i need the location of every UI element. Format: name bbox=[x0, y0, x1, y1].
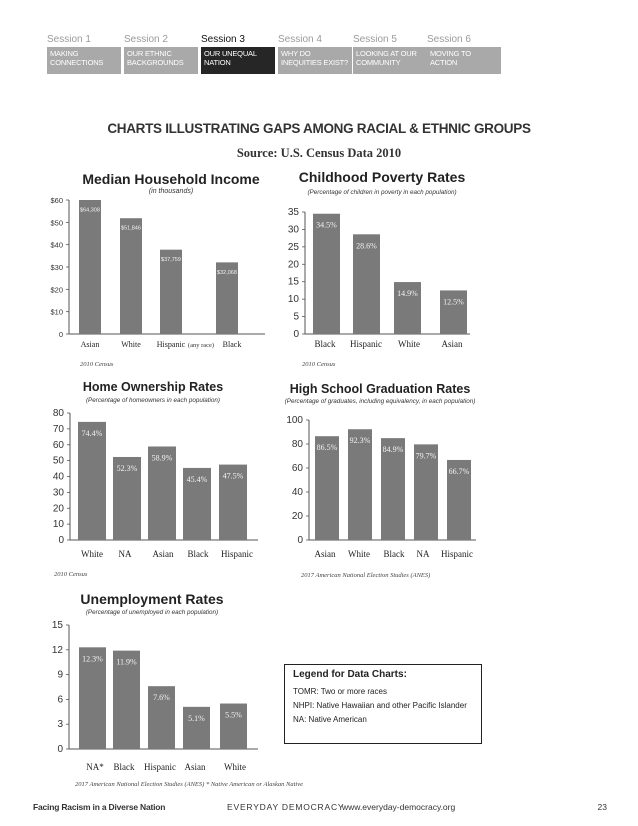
y-tick-label: $50 bbox=[50, 218, 63, 228]
category-label: NA bbox=[118, 549, 132, 559]
y-tick-label: 80 bbox=[291, 439, 303, 450]
session-title: OUR ETHNIC BACKGROUNDS bbox=[124, 47, 198, 74]
session-label: Session 6 bbox=[427, 34, 471, 45]
category-note: (any race) bbox=[187, 342, 215, 349]
bar-value-label: 52.3% bbox=[116, 463, 138, 473]
session-label: Session 4 bbox=[278, 34, 322, 45]
y-tick-label: 30 bbox=[287, 224, 299, 236]
bar-value-label: $51,846 bbox=[121, 225, 141, 232]
category-label: Hispanic bbox=[441, 549, 473, 559]
category-label: White bbox=[81, 549, 103, 559]
y-tick-label: 20 bbox=[52, 503, 64, 515]
bar-value-label: 66.7% bbox=[448, 466, 470, 476]
y-tick-label: 15 bbox=[287, 276, 299, 288]
chart-footnote: 2017 American National Election Studies (ANES) * Native American or Alaskan Native bbox=[75, 781, 304, 788]
legend-item: NA: Native American bbox=[293, 715, 367, 724]
chart-footnote: 2010 Census bbox=[80, 361, 114, 368]
bar-white bbox=[120, 218, 142, 334]
bar-value-label: 79.7% bbox=[415, 451, 437, 461]
y-tick-label: 5 bbox=[293, 311, 299, 323]
bar-value-label: 11.9% bbox=[116, 657, 137, 667]
category-label: White bbox=[224, 762, 246, 772]
bar-value-label: 47.5% bbox=[222, 471, 244, 481]
session-label: Session 2 bbox=[124, 34, 168, 45]
bar-value-label: 92.3% bbox=[349, 436, 371, 446]
y-tick-label: $10 bbox=[50, 307, 63, 317]
legend-box bbox=[284, 664, 482, 744]
page-number: 23 bbox=[597, 802, 607, 812]
category-label: White bbox=[348, 549, 370, 559]
session-title: WHY DO INEQUITIES EXIST? bbox=[278, 47, 352, 74]
category-label: Hispanic bbox=[156, 340, 186, 349]
bar-black bbox=[313, 214, 340, 334]
category-label: Asian bbox=[184, 762, 206, 772]
y-tick-label: $40 bbox=[50, 240, 63, 250]
y-tick-label: 70 bbox=[52, 423, 64, 435]
category-label: NA bbox=[416, 549, 430, 559]
y-tick-label: 15 bbox=[51, 620, 63, 631]
y-tick-label: 0 bbox=[297, 535, 303, 546]
bar-value-label: 84.9% bbox=[382, 445, 404, 455]
category-label: White bbox=[398, 339, 420, 349]
category-label: Black bbox=[113, 762, 135, 772]
y-tick-label: 40 bbox=[291, 487, 303, 498]
y-tick-label: 35 bbox=[287, 207, 299, 218]
chart-title: Unemployment Rates bbox=[80, 591, 224, 607]
y-tick-label: 0 bbox=[58, 535, 64, 546]
session-title: OUR UNEQUAL NATION bbox=[201, 47, 275, 74]
category-label: White bbox=[121, 340, 141, 349]
y-tick-label: $60 bbox=[50, 196, 63, 205]
footer-org: EVERYDAY DEMOCRACY bbox=[227, 802, 345, 812]
chart-title: High School Graduation Rates bbox=[289, 382, 471, 396]
y-tick-label: 0 bbox=[57, 744, 63, 755]
chart-subtitle: (Percentage of unemployed in each population) bbox=[85, 609, 219, 616]
session-label: Session 5 bbox=[353, 34, 397, 45]
y-tick-label: 0 bbox=[58, 330, 63, 339]
y-tick-label: 80 bbox=[52, 408, 64, 419]
chart-title: Home Ownership Rates bbox=[82, 380, 224, 394]
bar-white bbox=[348, 429, 372, 540]
category-label: Hispanic bbox=[144, 762, 176, 772]
bar-value-label: 12.5% bbox=[443, 297, 464, 307]
y-tick-label: 6 bbox=[57, 694, 63, 706]
bar-value-label: 28.6% bbox=[356, 241, 377, 251]
y-tick-label: 12 bbox=[51, 644, 63, 656]
footer-url[interactable]: www.everyday-democracy.org bbox=[342, 802, 456, 812]
source-line: Source: U.S. Census Data 2010 bbox=[236, 146, 402, 160]
chart-footnote: 2010 Census bbox=[54, 571, 88, 578]
y-tick-label: 20 bbox=[291, 511, 303, 522]
category-label: Black bbox=[314, 339, 336, 349]
session-label: Session 3 bbox=[201, 34, 245, 45]
y-tick-label: 10 bbox=[287, 294, 299, 306]
category-label: Asian bbox=[314, 549, 336, 559]
category-label: Black bbox=[187, 549, 209, 559]
chart-footnote: 2010 Census bbox=[302, 361, 336, 368]
y-tick-label: $30 bbox=[50, 263, 63, 272]
session-title: MOVING TO ACTION bbox=[427, 47, 501, 74]
chart-footnote: 2017 American National Election Studies (ANES) bbox=[301, 572, 431, 579]
y-tick-label: 3 bbox=[57, 719, 63, 731]
chart-title: Childhood Poverty Rates bbox=[298, 169, 466, 185]
category-label: Asian bbox=[152, 549, 174, 559]
y-tick-label: 60 bbox=[52, 439, 64, 451]
bar-value-label: 14.9% bbox=[397, 289, 418, 299]
y-tick-label: 10 bbox=[52, 519, 64, 531]
page-footer bbox=[33, 802, 607, 814]
session-label: Session 1 bbox=[47, 34, 91, 45]
bar-value-label: 34.5% bbox=[316, 220, 337, 230]
legend-item: TOMR: Two or more races bbox=[293, 687, 387, 696]
category-label: Black bbox=[222, 340, 242, 349]
chart-title: Median Household Income bbox=[82, 171, 260, 187]
bar-value-label: 7.6% bbox=[153, 693, 170, 703]
bar-value-label: 45.4% bbox=[186, 474, 208, 484]
footer-book-title: Facing Racism in a Diverse Nation bbox=[33, 802, 166, 812]
y-tick-label: 30 bbox=[52, 487, 64, 499]
y-tick-label: 9 bbox=[57, 669, 63, 681]
y-tick-label: $20 bbox=[50, 285, 63, 295]
y-tick-label: 40 bbox=[52, 471, 64, 483]
session-title: MAKING CONNECTIONS bbox=[47, 47, 121, 74]
y-tick-label: 60 bbox=[291, 463, 303, 474]
chart-subtitle: (Percentage of homeowners in each population) bbox=[85, 397, 221, 404]
category-label: Asian bbox=[80, 340, 100, 349]
bar-value-label: $32,068 bbox=[217, 269, 237, 276]
category-label: Hispanic bbox=[221, 549, 253, 559]
bar-value-label: 58.9% bbox=[151, 453, 173, 463]
y-tick-label: 100 bbox=[286, 415, 303, 426]
bar-value-label: 86.5% bbox=[316, 443, 338, 453]
y-tick-label: 0 bbox=[293, 329, 299, 340]
bar-white bbox=[78, 422, 106, 540]
chart-subtitle: (Percentage of children in poverty in each population) bbox=[307, 189, 457, 196]
category-label: Black bbox=[383, 549, 405, 559]
bar-value-label: 74.4% bbox=[81, 428, 103, 438]
page-title: CHARTS ILLUSTRATING GAPS AMONG RACIAL & ETHNIC GROUPS bbox=[107, 121, 531, 136]
y-tick-label: 50 bbox=[52, 455, 64, 467]
category-label: Asian bbox=[441, 339, 463, 349]
category-label: NA* bbox=[86, 762, 104, 772]
category-label: Hispanic bbox=[350, 339, 382, 349]
y-tick-label: 25 bbox=[287, 241, 299, 253]
bar-value-label: 5.1% bbox=[188, 713, 205, 723]
bar-value-label: 12.3% bbox=[82, 654, 103, 664]
session-title: LOOKING AT OUR COMMUNITY bbox=[353, 47, 427, 74]
bar-asian bbox=[79, 200, 101, 334]
bar-value-label: $64,308 bbox=[80, 207, 100, 214]
legend-item: NHPI: Native Hawaiian and other Pacific Islander bbox=[293, 701, 467, 710]
y-tick-label: 20 bbox=[287, 259, 299, 271]
bar-value-label: 5.5% bbox=[225, 710, 242, 720]
legend-title: Legend for Data Charts: bbox=[293, 669, 407, 680]
chart-subtitle: (in thousands) bbox=[148, 188, 194, 195]
bar-value-label: $37,759 bbox=[161, 257, 181, 264]
chart-subtitle: (Percentage of graduates, including equivalency, in each population) bbox=[284, 398, 476, 405]
